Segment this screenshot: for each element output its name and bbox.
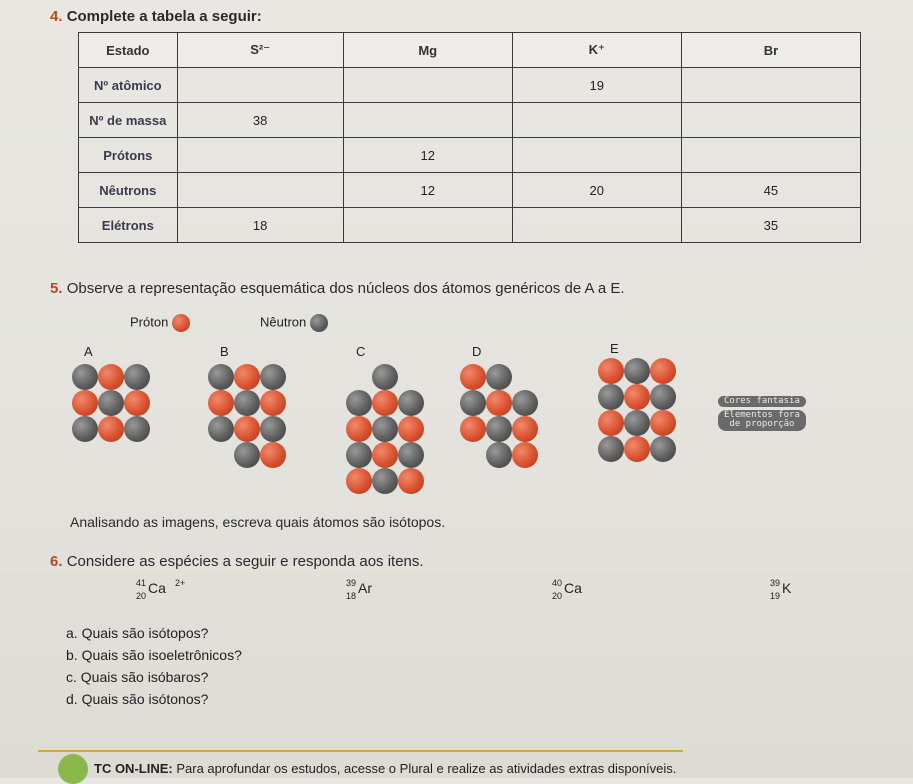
- table-cell[interactable]: [177, 68, 343, 103]
- proton-icon: [346, 416, 372, 442]
- neutron-icon: [124, 364, 150, 390]
- table-cell[interactable]: 35: [681, 208, 860, 243]
- ion-charge: 2+: [175, 578, 186, 588]
- footer-brand: TC ON-LINE:: [94, 761, 173, 776]
- neutron-icon: [650, 436, 676, 462]
- proton-icon: [124, 390, 150, 416]
- proton-icon: [172, 314, 190, 332]
- q5-number: 5.: [50, 280, 63, 297]
- q4-number: 4.: [50, 8, 63, 25]
- neutron-icon: [260, 416, 286, 442]
- proton-icon: [512, 442, 538, 468]
- q6-number: 6.: [50, 553, 63, 570]
- table-cell[interactable]: 19: [512, 68, 681, 103]
- proton-icon: [346, 468, 372, 494]
- element-symbol: K: [782, 580, 792, 596]
- neutron-icon: [260, 364, 286, 390]
- q6-heading: [50, 553, 424, 570]
- table-row: [79, 138, 861, 173]
- proton-icon: [234, 364, 260, 390]
- proton-icon: [98, 364, 124, 390]
- q5-question: Analisando as imagens, escreva quais átomos são isótopos.: [70, 514, 446, 530]
- table-cell[interactable]: 20: [512, 173, 681, 208]
- neutron-icon: [624, 358, 650, 384]
- legend-proton: [130, 314, 190, 332]
- element-symbol: Ca: [564, 580, 582, 596]
- q6-items: [66, 625, 242, 713]
- tag-fantasy-colors: Cores fantasia: [718, 396, 806, 407]
- proton-icon: [398, 416, 424, 442]
- table-cell[interactable]: [343, 68, 512, 103]
- table-row: [79, 103, 861, 138]
- neutron-icon: [234, 442, 260, 468]
- table-header: Mg: [343, 33, 512, 68]
- neutron-icon: [310, 314, 328, 332]
- neutron-icon: [346, 442, 372, 468]
- neutron-icon: [398, 390, 424, 416]
- list-item: d. Quais são isótonos?: [66, 691, 209, 707]
- row-label: Nº de massa: [79, 103, 178, 138]
- footer-text: Para aprofundar os estudos, acesse o Plural e realize as atividades extras disponíveis.: [176, 761, 677, 776]
- neutron-icon: [512, 390, 538, 416]
- row-label: Elétrons: [79, 208, 178, 243]
- q4-title: Complete a tabela a seguir:: [66, 8, 262, 25]
- row-label: Nº atômico: [79, 68, 178, 103]
- neutron-icon: [460, 390, 486, 416]
- table-cell[interactable]: [343, 208, 512, 243]
- atom-table: [78, 32, 861, 243]
- mass-number: 39: [770, 578, 781, 588]
- mass-number: 40: [552, 578, 563, 588]
- table-cell[interactable]: [177, 138, 343, 173]
- proton-icon: [398, 468, 424, 494]
- row-label: Prótons: [79, 138, 178, 173]
- nucleus-label-e: E: [610, 341, 619, 356]
- table-cell[interactable]: 12: [343, 138, 512, 173]
- proton-icon: [460, 416, 486, 442]
- neutron-icon: [486, 442, 512, 468]
- table-cell[interactable]: [512, 103, 681, 138]
- table-cell[interactable]: [512, 208, 681, 243]
- proton-icon: [98, 416, 124, 442]
- table-cell[interactable]: [177, 173, 343, 208]
- tag-line-2: de proporção: [729, 419, 795, 429]
- species-ca41: [120, 578, 186, 601]
- neutron-icon: [208, 416, 234, 442]
- neutron-icon: [72, 364, 98, 390]
- proton-icon: [598, 358, 624, 384]
- row-label: Nêutrons: [79, 173, 178, 208]
- nucleus-label-c: C: [356, 344, 366, 359]
- neutron-icon: [208, 364, 234, 390]
- neutron-icon: [598, 384, 624, 410]
- atomic-number: 20: [552, 591, 563, 601]
- legend-neutron-label: Nêutron: [260, 314, 307, 330]
- table-header: Br: [681, 33, 860, 68]
- element-symbol: Ca: [148, 580, 166, 596]
- proton-icon: [72, 390, 98, 416]
- proton-icon: [260, 390, 286, 416]
- table-cell[interactable]: 12: [343, 173, 512, 208]
- neutron-icon: [98, 390, 124, 416]
- neutron-icon: [486, 416, 512, 442]
- table-cell[interactable]: [681, 103, 860, 138]
- table-cell[interactable]: 45: [681, 173, 860, 208]
- proton-icon: [234, 416, 260, 442]
- table-cell[interactable]: 18: [177, 208, 343, 243]
- table-cell[interactable]: 38: [177, 103, 343, 138]
- proton-icon: [512, 416, 538, 442]
- tag-line-1: Elementos fora: [724, 410, 800, 420]
- neutron-icon: [72, 416, 98, 442]
- neutron-icon: [624, 410, 650, 436]
- proton-icon: [460, 364, 486, 390]
- legend-neutron: [260, 314, 328, 332]
- q5-title: Observe a representação esquemática dos núcleos dos átomos genéricos de A a E.: [66, 280, 625, 297]
- species-ca40: [536, 578, 582, 601]
- table-row: [79, 208, 861, 243]
- nucleus-label-d: D: [472, 344, 482, 359]
- list-item: c. Quais são isóbaros?: [66, 669, 209, 685]
- table-header-row: [79, 33, 861, 68]
- neutron-icon: [234, 390, 260, 416]
- mass-number: 39: [346, 578, 357, 588]
- species-ar39: [330, 578, 372, 601]
- neutron-icon: [398, 442, 424, 468]
- neutron-icon: [598, 436, 624, 462]
- q5-heading: [50, 280, 625, 297]
- table-row: [79, 173, 861, 208]
- proton-icon: [208, 390, 234, 416]
- proton-icon: [650, 410, 676, 436]
- footer-divider: [38, 750, 683, 752]
- list-item: b. Quais são isoeletrônicos?: [66, 647, 242, 663]
- atomic-number: 18: [346, 591, 357, 601]
- table-row: [79, 68, 861, 103]
- table-header: S²⁻: [177, 33, 343, 68]
- online-icon: [58, 754, 88, 784]
- neutron-icon: [346, 390, 372, 416]
- neutron-icon: [372, 468, 398, 494]
- table-header: K⁺: [512, 33, 681, 68]
- neutron-icon: [372, 416, 398, 442]
- mass-number: 41: [136, 578, 147, 588]
- nucleus-label-b: B: [220, 344, 229, 359]
- list-item: a. Quais são isótopos?: [66, 625, 209, 641]
- nucleus-label-a: A: [84, 344, 93, 359]
- table-cell[interactable]: [343, 103, 512, 138]
- neutron-icon: [372, 364, 398, 390]
- neutron-icon: [650, 384, 676, 410]
- legend-proton-label: Próton: [130, 314, 169, 330]
- element-symbol: Ar: [358, 580, 372, 596]
- table-cell[interactable]: [512, 138, 681, 173]
- atomic-number: 20: [136, 591, 147, 601]
- proton-icon: [624, 436, 650, 462]
- table-cell[interactable]: [681, 138, 860, 173]
- atomic-number: 19: [770, 591, 781, 601]
- proton-icon: [372, 442, 398, 468]
- table-cell[interactable]: [681, 68, 860, 103]
- q6-title: Considere as espécies a seguir e responda aos itens.: [66, 553, 424, 570]
- neutron-icon: [124, 416, 150, 442]
- proton-icon: [260, 442, 286, 468]
- proton-icon: [650, 358, 676, 384]
- proton-icon: [624, 384, 650, 410]
- q4-heading: [50, 8, 262, 25]
- neutron-icon: [486, 364, 512, 390]
- footer-note: [94, 761, 676, 776]
- proton-icon: [372, 390, 398, 416]
- species-k39: [754, 578, 792, 601]
- proton-icon: [486, 390, 512, 416]
- table-header: Estado: [79, 33, 178, 68]
- tag-out-of-proportion: [718, 410, 806, 431]
- proton-icon: [598, 410, 624, 436]
